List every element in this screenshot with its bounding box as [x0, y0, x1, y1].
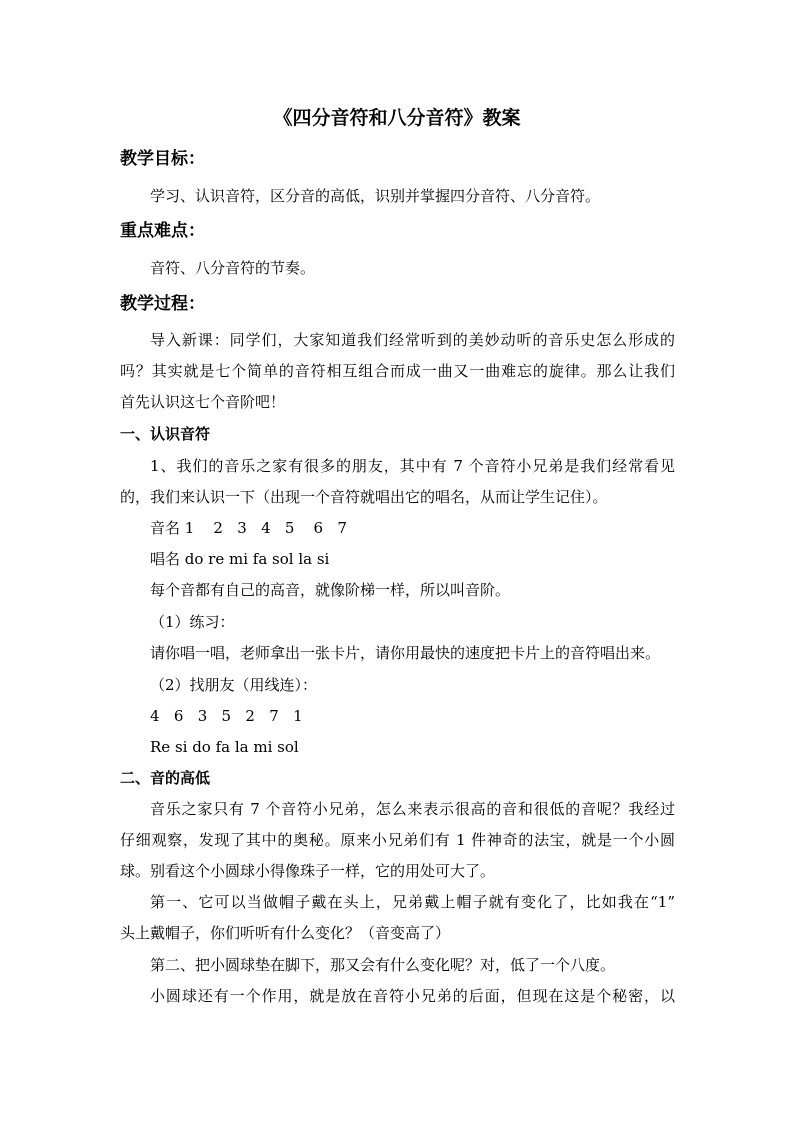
- section-2-para-4: 小圆球还有一个作用，就是放在音符小兄弟的后面，但现在这是个秘密，以: [150, 987, 675, 1005]
- solfege-names: 唱名 do re mi fa sol la si: [150, 550, 330, 568]
- section-2-para-1-line-1: 音乐之家只有 7 个音符小兄弟，怎么来表示很高的音和很低的音呢？我经过: [150, 800, 675, 818]
- section-2-para-1-line-3: 球。别看这个小圆球小得像珠子一样，它的用处可大了。: [120, 862, 496, 880]
- section-2-para-1-line-2: 仔细观察，发现了其中的奥秘。原来小兄弟们有 1 件神奇的法宝，就是一个小圆: [120, 831, 675, 849]
- exercise-2-label: （2）找朋友（用线连）：: [150, 676, 318, 694]
- note-names: 音名 1 2 3 4 5 6 7: [150, 519, 347, 537]
- scale-note: 每个音都有自己的高音，就像阶梯一样，所以叫音阶。: [150, 581, 511, 599]
- section-1-para-line-1: 1、我们的音乐之家有很多的朋友，其中有 7 个音符小兄弟是我们经常看见: [150, 457, 675, 475]
- key-points-text: 音符、八分音符的节奏。: [150, 259, 316, 277]
- document-title: 《四分音符和八分音符》教案: [273, 107, 521, 129]
- exercise-2-names: Re si do fa la mi sol: [150, 738, 299, 756]
- section-2-title: 二、音的高低: [120, 769, 211, 787]
- intro-line-3: 首先认识这七个音阶吧！: [120, 393, 286, 411]
- section-2-para-2-line-1: 第一、它可以当做帽子戴在头上，兄弟戴上帽子就有变化了，比如我在“1”: [150, 893, 675, 911]
- exercise-1-label: （1）练习：: [150, 613, 235, 631]
- intro-line-1: 导入新课：同学们，大家知道我们经常听到的美妙动听的音乐史怎么形成的: [150, 331, 675, 349]
- goal-text: 学习、认识音符，区分音的高低，识别并掌握四分音符、八分音符。: [150, 187, 601, 205]
- section-2-para-2-line-2: 头上戴帽子，你们听听有什么变化？（音变高了）: [120, 924, 451, 942]
- heading-teaching-goal: 教学目标：: [120, 149, 205, 169]
- heading-key-points: 重点难点：: [120, 221, 205, 241]
- intro-line-2: 吗？其实就是七个简单的音符相互组合而成一曲又一曲难忘的旋律。那么让我们: [120, 362, 675, 380]
- exercise-2-numbers: 4 6 3 5 2 7 1: [150, 707, 303, 725]
- heading-teaching-process: 教学过程：: [120, 294, 205, 314]
- section-1-para-line-2: 的，我们来认识一下（出现一个音符就唱出它的唱名，从而让学生记住）。: [120, 488, 608, 506]
- section-1-title: 一、认识音符: [120, 425, 211, 443]
- exercise-1-text: 请你唱一唱，老师拿出一张卡片，请你用最快的速度把卡片上的音符唱出来。: [150, 644, 661, 662]
- section-2-para-3: 第二、把小圆球垫在脚下，那又会有什么变化呢？对，低了一个八度。: [150, 956, 616, 974]
